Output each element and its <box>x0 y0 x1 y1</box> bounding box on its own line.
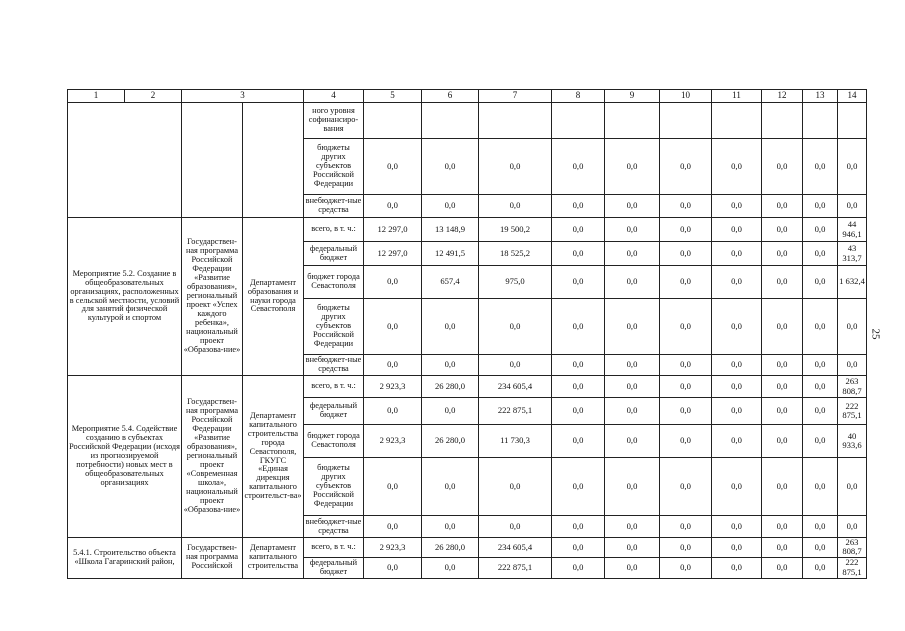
value-cell: 0,0 <box>605 139 660 195</box>
value-cell: 26 280,0 <box>422 538 479 558</box>
value-cell: 0,0 <box>803 458 838 516</box>
value-cell: 0,0 <box>605 355 660 376</box>
value-cell: 0,0 <box>552 218 605 242</box>
value-cell: 0,0 <box>762 218 803 242</box>
table-row <box>68 218 867 242</box>
executor-cell: Департамент капитального строительства города Севастополя, ГКУГС «Единая дирекция капитального строительст-ва» <box>243 376 304 538</box>
value-cell: 19 500,2 <box>479 218 552 242</box>
value-cell: 0,0 <box>422 355 479 376</box>
value-cell: 0,0 <box>762 425 803 458</box>
value-cell: 18 525,2 <box>479 242 552 266</box>
header-cell: 12 <box>762 90 803 103</box>
value-cell: 0,0 <box>552 425 605 458</box>
value-cell: 2 923,3 <box>364 376 422 398</box>
measure-cell-empty <box>68 103 182 218</box>
value-cell: 0,0 <box>605 458 660 516</box>
source-label: федеральный бюджет <box>304 398 364 425</box>
value-cell: 0,0 <box>762 195 803 218</box>
value-cell: 0,0 <box>803 266 838 299</box>
value-cell: 0,0 <box>762 242 803 266</box>
value-cell: 0,0 <box>712 516 762 538</box>
value-cell: 0,0 <box>552 557 605 578</box>
source-label: внебюджет-ные средства <box>304 195 364 218</box>
value-cell: 0,0 <box>803 425 838 458</box>
value-cell: 0,0 <box>364 139 422 195</box>
value-cell: 13 148,9 <box>422 218 479 242</box>
value-cell: 0,0 <box>660 538 712 558</box>
table-row <box>68 538 867 558</box>
value-cell: 0,0 <box>552 355 605 376</box>
page-number: 25 <box>869 328 882 340</box>
program-cell: Государствен-ная программа Российской <box>182 538 243 579</box>
value-cell: 0,0 <box>479 458 552 516</box>
value-cell: 0,0 <box>552 376 605 398</box>
value-cell: 1 632,4 <box>838 266 867 299</box>
value-cell: 0,0 <box>838 195 867 218</box>
header-cell: 4 <box>304 90 364 103</box>
executor-cell: Департамент капитального строительства <box>243 538 304 579</box>
value-cell: 0,0 <box>605 538 660 558</box>
source-label: всего, в т. ч.: <box>304 218 364 242</box>
value-cell: 0,0 <box>422 516 479 538</box>
source-label: внебюджет-ные средства <box>304 355 364 376</box>
value-cell: 0,0 <box>762 355 803 376</box>
header-cell: 2 <box>125 90 182 103</box>
value-cell: 0,0 <box>660 557 712 578</box>
value-cell: 222 875,1 <box>479 557 552 578</box>
value-cell: 0,0 <box>422 139 479 195</box>
value-cell: 222 875,1 <box>838 557 867 578</box>
value-cell: 0,0 <box>605 242 660 266</box>
value-cell: 43 313,7 <box>838 242 867 266</box>
value-cell: 0,0 <box>479 516 552 538</box>
measure-5-2-title: Мероприятие 5.2. Создание в общеобразовательных организациях, расположенных в сельской местности, условий для занятий физической культурой и спортом <box>68 218 182 376</box>
value-cell: 0,0 <box>712 398 762 425</box>
header-cell: 3 <box>182 90 304 103</box>
value-cell: 0,0 <box>364 195 422 218</box>
value-cell: 0,0 <box>712 538 762 558</box>
header-cell: 7 <box>479 90 552 103</box>
value-cell: 0,0 <box>422 557 479 578</box>
value-cell: 0,0 <box>712 376 762 398</box>
value-cell: 0,0 <box>762 516 803 538</box>
value-cell: 0,0 <box>762 398 803 425</box>
value-cell: 222 875,1 <box>479 398 552 425</box>
value-cell: 0,0 <box>605 557 660 578</box>
value-cell: 657,4 <box>422 266 479 299</box>
measure-5-4-title: Мероприятие 5.4. Содействие созданию в субъектах Российской Федерации (исходя из прогнозируемой потребности) новых мест в общеобразовательных организациях <box>68 376 182 538</box>
value-cell: 234 605,4 <box>479 538 552 558</box>
value-cell: 0,0 <box>838 299 867 355</box>
value-cell: 0,0 <box>605 266 660 299</box>
value-cell: 0,0 <box>838 139 867 195</box>
value-cell: 0,0 <box>552 398 605 425</box>
value-cell: 0,0 <box>712 355 762 376</box>
value-cell: 0,0 <box>660 355 712 376</box>
table-header-row <box>68 90 867 103</box>
value-cell: 12 491,5 <box>422 242 479 266</box>
value-cell: 0,0 <box>660 398 712 425</box>
value-cell: 0,0 <box>479 195 552 218</box>
value-cell: 0,0 <box>803 398 838 425</box>
value-cell: 0,0 <box>552 299 605 355</box>
executor-cell-empty <box>243 103 304 218</box>
value-cell: 0,0 <box>605 516 660 538</box>
value-cell: 0,0 <box>364 398 422 425</box>
table-row <box>68 376 867 398</box>
header-cell: 11 <box>712 90 762 103</box>
header-cell: 10 <box>660 90 712 103</box>
value-cell: 0,0 <box>712 242 762 266</box>
value-cell: 0,0 <box>605 425 660 458</box>
value-cell: 2 923,3 <box>364 425 422 458</box>
value-cell: 26 280,0 <box>422 376 479 398</box>
value-cell: 0,0 <box>660 242 712 266</box>
value-cell: 0,0 <box>605 376 660 398</box>
value-cell: 0,0 <box>762 538 803 558</box>
value-cell: 11 730,3 <box>479 425 552 458</box>
value-cell: 222 875,1 <box>838 398 867 425</box>
value-cell: 0,0 <box>364 299 422 355</box>
value-cell: 0,0 <box>838 516 867 538</box>
measure-5-4-1-title: 5.4.1. Строительство объекта «Школа Гагаринский район, <box>68 538 182 579</box>
value-cell: 0,0 <box>660 266 712 299</box>
value-cell: 0,0 <box>712 458 762 516</box>
value-cell: 0,0 <box>803 355 838 376</box>
header-cell: 13 <box>803 90 838 103</box>
value-cell: 0,0 <box>712 218 762 242</box>
value-cell: 0,0 <box>803 139 838 195</box>
header-cell: 5 <box>364 90 422 103</box>
header-cell: 9 <box>605 90 660 103</box>
value-cell: 0,0 <box>552 458 605 516</box>
value-cell: 0,0 <box>552 538 605 558</box>
value-cell: 12 297,0 <box>364 242 422 266</box>
value-cell: 0,0 <box>660 218 712 242</box>
value-cell: 0,0 <box>803 376 838 398</box>
table-row <box>68 103 867 139</box>
value-cell: 0,0 <box>552 195 605 218</box>
value-cell: 0,0 <box>660 195 712 218</box>
value-cell: 0,0 <box>660 425 712 458</box>
value-cell: 0,0 <box>712 139 762 195</box>
value-cell: 0,0 <box>660 139 712 195</box>
value-cell: 2 923,3 <box>364 538 422 558</box>
header-cell: 6 <box>422 90 479 103</box>
value-cell: 0,0 <box>422 398 479 425</box>
value-cell: 0,0 <box>364 557 422 578</box>
source-label: бюджет города Севастополя <box>304 266 364 299</box>
value-cell: 0,0 <box>838 458 867 516</box>
value-cell: 0,0 <box>838 355 867 376</box>
value-cell: 0,0 <box>712 195 762 218</box>
value-cell: 0,0 <box>422 458 479 516</box>
value-cell: 0,0 <box>762 458 803 516</box>
value-cell: 975,0 <box>479 266 552 299</box>
program-cell: Государствен-ная программа Российской Федерации «Развитие образования», региональный проект «Современная школа», национальный проект «Образова-ние» <box>182 376 243 538</box>
source-label: всего, в т. ч.: <box>304 376 364 398</box>
value-cell: 263 808,7 <box>838 538 867 558</box>
value-cell: 0,0 <box>803 516 838 538</box>
source-label: ного уровня софинансиро-вания <box>304 103 364 139</box>
value-cell: 0,0 <box>762 266 803 299</box>
value-cell: 0,0 <box>803 538 838 558</box>
value-cell: 0,0 <box>605 398 660 425</box>
value-cell: 44 946,1 <box>838 218 867 242</box>
value-cell: 0,0 <box>762 299 803 355</box>
value-cell: 0,0 <box>660 376 712 398</box>
value-cell: 0,0 <box>605 218 660 242</box>
value-cell: 26 280,0 <box>422 425 479 458</box>
value-cell: 0,0 <box>712 425 762 458</box>
value-cell: 0,0 <box>605 299 660 355</box>
value-cell: 0,0 <box>803 242 838 266</box>
value-cell: 234 605,4 <box>479 376 552 398</box>
source-label: бюджеты других субъектов Российской Федерации <box>304 139 364 195</box>
value-cell: 0,0 <box>605 195 660 218</box>
value-cell: 0,0 <box>552 139 605 195</box>
source-label: федеральный бюджет <box>304 557 364 578</box>
value-cell: 0,0 <box>803 218 838 242</box>
header-cell: 14 <box>838 90 867 103</box>
value-cell: 0,0 <box>552 516 605 538</box>
value-cell: 12 297,0 <box>364 218 422 242</box>
source-label: бюджеты других субъектов Российской Федерации <box>304 299 364 355</box>
source-label: федеральный бюджет <box>304 242 364 266</box>
value-cell: 0,0 <box>479 355 552 376</box>
value-cell: 0,0 <box>762 139 803 195</box>
value-cell: 0,0 <box>762 376 803 398</box>
source-label: бюджет города Севастополя <box>304 425 364 458</box>
program-cell: Государствен-ная программа Российской Федерации «Развитие образования», региональный проект «Успех каждого ребенка», национальный проект «Образова-ние» <box>182 218 243 376</box>
value-cell: 0,0 <box>364 266 422 299</box>
value-cell: 0,0 <box>479 139 552 195</box>
value-cell: 0,0 <box>712 266 762 299</box>
value-cell: 0,0 <box>660 299 712 355</box>
source-label: всего, в т. ч.: <box>304 538 364 558</box>
header-cell: 1 <box>68 90 125 103</box>
header-cell: 8 <box>552 90 605 103</box>
source-label: бюджеты других субъектов Российской Федерации <box>304 458 364 516</box>
value-cell: 0,0 <box>479 299 552 355</box>
value-cell: 0,0 <box>660 458 712 516</box>
value-cell: 0,0 <box>803 557 838 578</box>
value-cell: 0,0 <box>660 516 712 538</box>
value-cell: 0,0 <box>552 242 605 266</box>
value-cell: 0,0 <box>422 195 479 218</box>
program-cell-empty <box>182 103 243 218</box>
value-cell: 0,0 <box>762 557 803 578</box>
value-cell: 0,0 <box>364 458 422 516</box>
value-cell: 0,0 <box>552 266 605 299</box>
value-cell: 0,0 <box>803 195 838 218</box>
value-cell: 263 808,7 <box>838 376 867 398</box>
value-cell: 0,0 <box>803 299 838 355</box>
value-cell: 0,0 <box>364 355 422 376</box>
value-cell: 0,0 <box>364 516 422 538</box>
value-cell: 40 933,6 <box>838 425 867 458</box>
value-cell: 0,0 <box>422 299 479 355</box>
executor-cell: Департамент образования и науки города Севастополя <box>243 218 304 376</box>
source-label: внебюджет-ные средства <box>304 516 364 538</box>
value-cell: 0,0 <box>712 299 762 355</box>
budget-table <box>67 89 867 579</box>
value-cell: 0,0 <box>712 557 762 578</box>
